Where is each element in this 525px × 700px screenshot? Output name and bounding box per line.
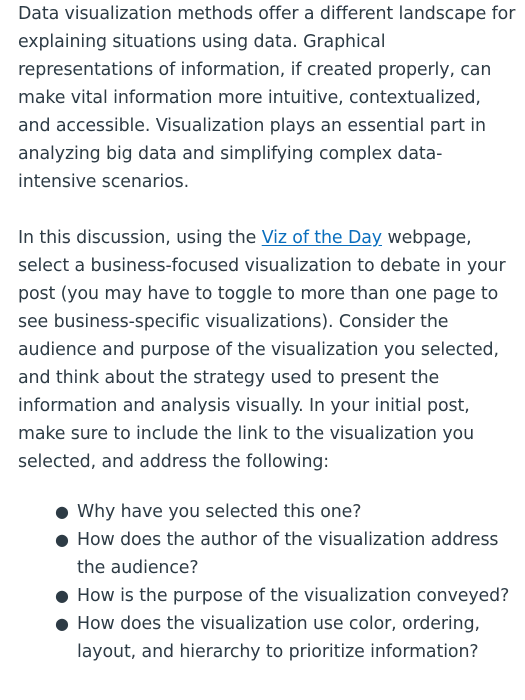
intro-paragraph: Data visualization methods offer a different landscape for explaining situations using data. Graphical representations of information, if created properly, can make vital information more intuitive, contextualized, and accessible. Visualization plays an essential part in analyzing big data and simplifying complex data-intensive scenarios.	[18, 4, 516, 192]
viz-of-the-day-link[interactable]: Viz of the Day	[261, 228, 383, 248]
instructions-paragraph	[18, 224, 517, 476]
list-item	[55, 582, 517, 610]
list-item-text: How does the author of the visualization address the audience?	[77, 530, 499, 578]
instructions-text-after-link: webpage, select a business-focused visualization to debate in your post (you may have to toggle to more than one page to see business-specific visualizations). Consider the audience and purpose of the visualization you selected, and think about the strategy used to present the information and analysis visually. In your initial post, make sure to include the link to the visualization you selected, and address the following:	[18, 228, 506, 472]
bullet-icon: ●	[55, 586, 69, 605]
bullet-icon: ●	[55, 530, 69, 549]
list-item	[55, 526, 517, 582]
question-list	[18, 498, 517, 666]
list-item	[55, 498, 517, 526]
list-item-text: How does the visualization use color, ordering, layout, and hierarchy to prioritize information?	[77, 614, 480, 662]
list-item-text: How is the purpose of the visualization conveyed?	[77, 586, 510, 606]
list-item	[55, 610, 517, 666]
bullet-icon: ●	[55, 502, 69, 521]
bullet-icon: ●	[55, 614, 69, 633]
list-item-text: Why have you selected this one?	[77, 502, 362, 522]
instructions-text-before-link: In this discussion, using the	[18, 228, 262, 248]
